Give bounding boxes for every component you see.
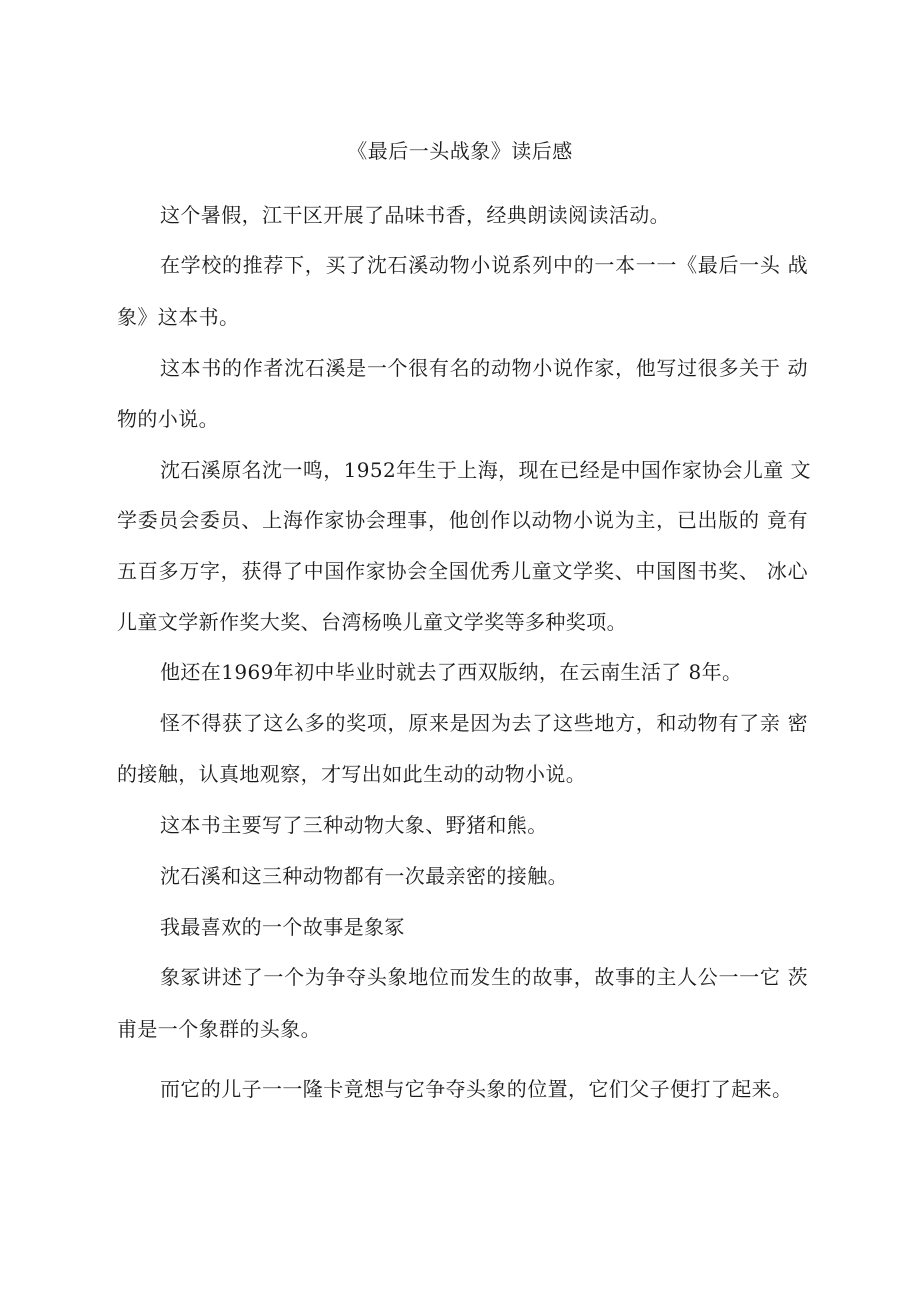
- paragraph-line-7: 学委员会委员、上海作家协会理事，他创作以动物小说为主，已出版的 竟有: [117, 508, 808, 532]
- paragraph-line-9: 儿童文学新作奖大奖、台湾杨唤儿童文学奖等多种奖项。: [117, 610, 627, 634]
- document-title: 《最后一头战象》读后感: [347, 139, 573, 163]
- paragraph-line-5: 物的小说。: [117, 407, 219, 431]
- paragraph-line-8: 五百多万字，获得了中国作家协会全国优秀儿童文学奖、中国图书奖、 冰心: [117, 559, 808, 583]
- paragraph-line-17: 甫是一个象群的头象。: [117, 1017, 321, 1041]
- paragraph-line-4: 这本书的作者沈石溪是一个很有名的动物小说作家，他写过很多关于 动: [160, 356, 808, 380]
- paragraph-line-15: 我最喜欢的一个故事是象冢: [160, 915, 405, 939]
- paragraph-line-14: 沈石溪和这三种动物都有一次最亲密的接触。: [160, 864, 568, 888]
- paragraph-line-16: 象冢讲述了一个为争夺头象地位而发生的故事，故事的主人公一一它 茨: [160, 965, 808, 989]
- paragraph-line-12: 的接触，认真地观察，才写出如此生动的动物小说。: [117, 762, 587, 786]
- paragraph-line-6: 沈石溪原名沈一鸣，1952年生于上海，现在已经是中国作家协会儿童 文: [160, 458, 811, 482]
- paragraph-line-10: 他还在1969年初中毕业时就去了西双版纳，在云南生活了 8年。: [160, 660, 743, 684]
- paragraph-line-1: 这个暑假，江干区开展了品味书香，经典朗读阅读活动。: [160, 203, 670, 227]
- paragraph-line-11: 怪不得获了这么多的奖项，原来是因为去了这些地方，和动物有了亲 密: [160, 711, 808, 735]
- paragraph-line-3: 象》这本书。: [117, 305, 240, 329]
- paragraph-line-2: 在学校的推荐下，买了沈石溪动物小说系列中的一本一一《最后一头 战: [160, 253, 808, 277]
- paragraph-line-18: 而它的儿子一一隆卡竟想与它争夺头象的位置，它们父子便打了起来。: [160, 1077, 793, 1101]
- paragraph-line-13: 这本书主要写了三种动物大象、野猪和熊。: [160, 813, 548, 837]
